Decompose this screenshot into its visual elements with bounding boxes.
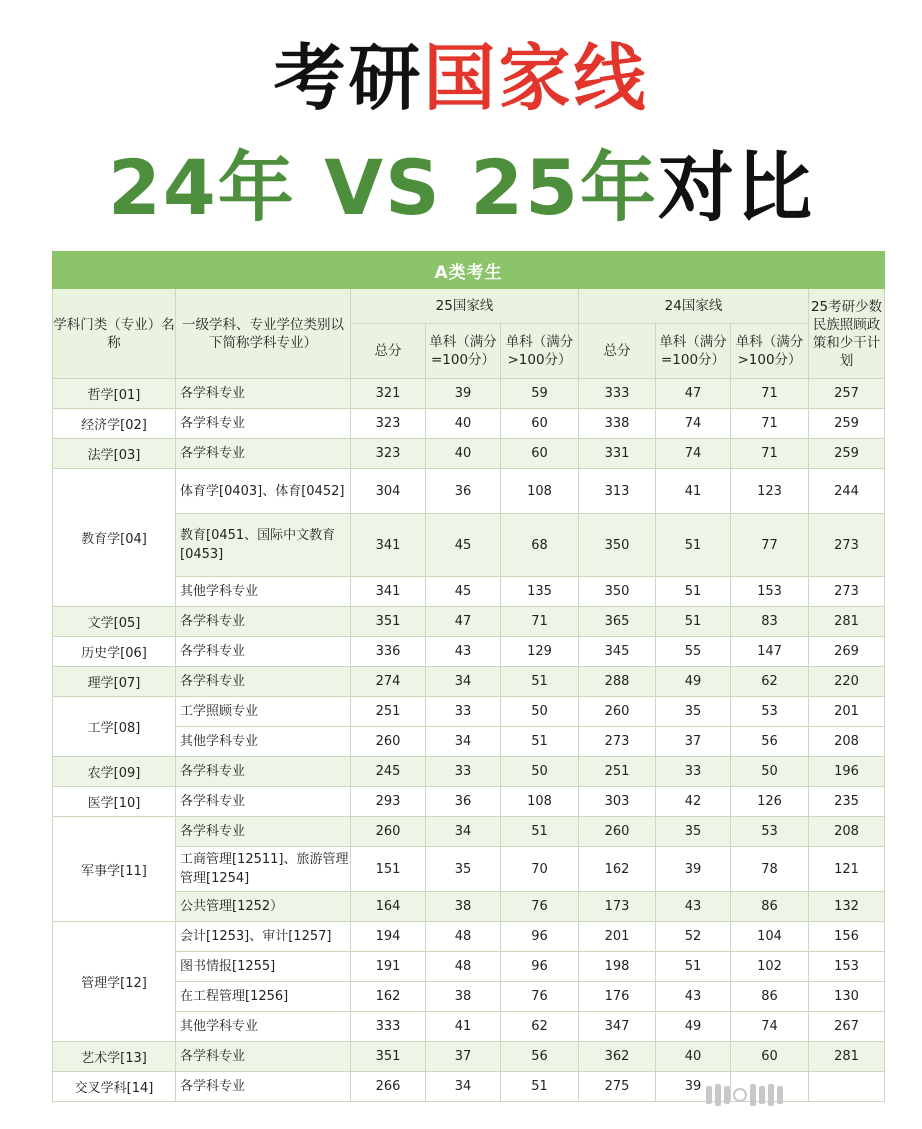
minority-plan-score-cell: 267: [809, 1012, 885, 1042]
score-24-single100-cell: 43: [656, 982, 731, 1012]
table-row: [53, 1012, 885, 1042]
subject-cell: 工学照顾专业: [176, 697, 351, 727]
score-24-single100-cell: 40: [656, 1042, 731, 1072]
score-24-single-gt100-cell: 60: [731, 1042, 809, 1072]
page-title-line1: [0, 28, 922, 128]
score-24-single100-cell: 33: [656, 757, 731, 787]
score-25-total-cell: 323: [351, 439, 426, 469]
watermark-bar-icon: [768, 1084, 774, 1106]
minority-plan-score-cell: 281: [809, 607, 885, 637]
category-cell: 教育学[04]: [53, 469, 176, 607]
subject-cell: 各学科专业: [176, 607, 351, 637]
score-25-single-gt100-cell: 51: [501, 1072, 579, 1102]
subject-cell: 会计[1253]、审计[1257]: [176, 922, 351, 952]
score-24-single100-cell: 55: [656, 637, 731, 667]
score-24-total-cell: 260: [579, 817, 656, 847]
minority-plan-score-cell: 281: [809, 1042, 885, 1072]
subject-cell: 其他学科专业: [176, 727, 351, 757]
score-25-total-cell: 274: [351, 667, 426, 697]
score-24-total-cell: 273: [579, 727, 656, 757]
category-cell: 理学[07]: [53, 667, 176, 697]
minority-plan-score-cell: 273: [809, 577, 885, 607]
watermark-logo: [706, 1082, 902, 1108]
score-24-total-cell: 303: [579, 787, 656, 817]
table-row: [53, 757, 885, 787]
score-24-single100-cell: 35: [656, 817, 731, 847]
score-24-single-gt100-cell: 71: [731, 409, 809, 439]
score-25-single100-cell: 34: [426, 1072, 501, 1102]
subject-cell: 其他学科专业: [176, 1012, 351, 1042]
score-25-single100-cell: 43: [426, 637, 501, 667]
watermark-bar-icon: [777, 1086, 783, 1104]
category-cell: 历史学[06]: [53, 637, 176, 667]
score-24-single100-cell: 39: [656, 1072, 731, 1102]
subject-cell: 各学科专业: [176, 637, 351, 667]
score-24-single100-cell: 51: [656, 514, 731, 577]
score-25-total-cell: 293: [351, 787, 426, 817]
score-24-single100-cell: 49: [656, 667, 731, 697]
table-row: [53, 667, 885, 697]
score-25-single100-cell: 45: [426, 577, 501, 607]
score-24-single-gt100-cell: 83: [731, 607, 809, 637]
score-25-total-cell: 351: [351, 607, 426, 637]
score-25-single100-cell: 34: [426, 667, 501, 697]
minority-plan-score-cell: 201: [809, 697, 885, 727]
score-24-single-gt100-cell: 71: [731, 439, 809, 469]
score-25-single-gt100-cell: 76: [501, 982, 579, 1012]
score-25-single100-cell: 36: [426, 469, 501, 514]
score-24-single100-cell: 41: [656, 469, 731, 514]
minority-plan-score-cell: 269: [809, 637, 885, 667]
score-24-total-cell: 333: [579, 379, 656, 409]
score-24-single100-cell: 52: [656, 922, 731, 952]
table-row: [53, 982, 885, 1012]
score-25-single100-cell: 48: [426, 922, 501, 952]
score-25-total-cell: 191: [351, 952, 426, 982]
subject-cell: 各学科专业: [176, 439, 351, 469]
score-24-single100-cell: 43: [656, 892, 731, 922]
table-row: [53, 1042, 885, 1072]
watermark-bar-icon: [750, 1084, 756, 1106]
subject-cell: 工商管理[12511]、旅游管理管理[1254]: [176, 847, 351, 892]
score-25-single-gt100-cell: 59: [501, 379, 579, 409]
minority-plan-score-cell: 273: [809, 514, 885, 577]
category-cell: 管理学[12]: [53, 922, 176, 1042]
score-25-single100-cell: 41: [426, 1012, 501, 1042]
score-24-single100-cell: 51: [656, 952, 731, 982]
score-24-single-gt100-cell: 50: [731, 757, 809, 787]
score-24-total-cell: 198: [579, 952, 656, 982]
watermark-bar-icon: [706, 1086, 712, 1104]
score-25-single100-cell: 40: [426, 439, 501, 469]
header-minority-plan: 25考研少数民族照顾政策和少干计划: [809, 289, 885, 379]
score-25-total-cell: 266: [351, 1072, 426, 1102]
minority-plan-score-cell: 244: [809, 469, 885, 514]
category-cell: 工学[08]: [53, 697, 176, 757]
score-25-single100-cell: 40: [426, 409, 501, 439]
score-25-total-cell: 194: [351, 922, 426, 952]
score-25-total-cell: 251: [351, 697, 426, 727]
score-24-single-gt100-cell: 71: [731, 379, 809, 409]
subject-cell: 公共管理[1252）: [176, 892, 351, 922]
score-24-total-cell: 362: [579, 1042, 656, 1072]
score-25-total-cell: 341: [351, 577, 426, 607]
score-24-total-cell: 176: [579, 982, 656, 1012]
header-24-single-gt100: 单科（满分>100分）: [731, 324, 809, 379]
subject-cell: 各学科专业: [176, 787, 351, 817]
score-25-total-cell: 164: [351, 892, 426, 922]
minority-plan-score-cell: 259: [809, 409, 885, 439]
score-24-single-gt100-cell: 56: [731, 727, 809, 757]
watermark-dot-icon: [733, 1088, 747, 1102]
score-25-single-gt100-cell: 70: [501, 847, 579, 892]
score-24-single-gt100-cell: 74: [731, 1012, 809, 1042]
category-cell: 交叉学科[14]: [53, 1072, 176, 1102]
minority-plan-score-cell: 259: [809, 439, 885, 469]
table-row: [53, 892, 885, 922]
score-24-total-cell: 275: [579, 1072, 656, 1102]
score-25-single-gt100-cell: 60: [501, 439, 579, 469]
score-24-single100-cell: 49: [656, 1012, 731, 1042]
score-24-single100-cell: 35: [656, 697, 731, 727]
score-25-single-gt100-cell: 60: [501, 409, 579, 439]
page-title-line2: [0, 138, 922, 238]
score-24-total-cell: 350: [579, 577, 656, 607]
score-25-single100-cell: 38: [426, 982, 501, 1012]
score-24-single100-cell: 74: [656, 439, 731, 469]
watermark-bar-icon: [759, 1086, 765, 1104]
header-category: 学科门类（专业）名称: [53, 289, 176, 379]
subject-cell: 各学科专业: [176, 379, 351, 409]
score-25-single100-cell: 37: [426, 1042, 501, 1072]
category-cell: 医学[10]: [53, 787, 176, 817]
minority-plan-score-cell: 132: [809, 892, 885, 922]
minority-plan-score-cell: 235: [809, 787, 885, 817]
subject-cell: 在工程管理[1256]: [176, 982, 351, 1012]
score-24-single100-cell: 39: [656, 847, 731, 892]
score-25-single100-cell: 34: [426, 727, 501, 757]
score-24-single-gt100-cell: 53: [731, 697, 809, 727]
score-25-single-gt100-cell: 108: [501, 469, 579, 514]
score-24-single-gt100-cell: 102: [731, 952, 809, 982]
subject-cell: 各学科专业: [176, 1072, 351, 1102]
table-body: [53, 379, 885, 1102]
table-row: [53, 439, 885, 469]
score-25-total-cell: 323: [351, 409, 426, 439]
minority-plan-score-cell: 220: [809, 667, 885, 697]
score-25-total-cell: 304: [351, 469, 426, 514]
score-25-total-cell: 321: [351, 379, 426, 409]
category-cell: 文学[05]: [53, 607, 176, 637]
category-cell: 法学[03]: [53, 439, 176, 469]
score-24-single100-cell: 51: [656, 607, 731, 637]
table-row: [53, 727, 885, 757]
subject-cell: 各学科专业: [176, 757, 351, 787]
score-25-single-gt100-cell: 76: [501, 892, 579, 922]
subject-cell: 体育学[0403]、体育[0452]: [176, 469, 351, 514]
score-24-total-cell: 260: [579, 697, 656, 727]
header-subject: 一级学科、专业学位类别以下简称学科专业）: [176, 289, 351, 379]
subject-cell: 各学科专业: [176, 1042, 351, 1072]
score-24-single-gt100-cell: 78: [731, 847, 809, 892]
watermark-bar-icon: [724, 1086, 730, 1104]
score-24-single-gt100-cell: 153: [731, 577, 809, 607]
score-25-single100-cell: 33: [426, 697, 501, 727]
score-table: [52, 251, 885, 1102]
score-24-single-gt100-cell: 86: [731, 982, 809, 1012]
minority-plan-score-cell: 153: [809, 952, 885, 982]
score-25-single-gt100-cell: 50: [501, 757, 579, 787]
header-24-total: 总分: [579, 324, 656, 379]
score-25-single100-cell: 45: [426, 514, 501, 577]
score-24-single100-cell: 37: [656, 727, 731, 757]
table-row: [53, 607, 885, 637]
table-row: [53, 697, 885, 727]
score-25-total-cell: 333: [351, 1012, 426, 1042]
table-row: [53, 922, 885, 952]
header-24-single100: 单科（满分=100分）: [656, 324, 731, 379]
subject-cell: 图书情报[1255]: [176, 952, 351, 982]
minority-plan-score-cell: 208: [809, 727, 885, 757]
score-24-single100-cell: 51: [656, 577, 731, 607]
score-25-single-gt100-cell: 135: [501, 577, 579, 607]
score-25-single-gt100-cell: 51: [501, 667, 579, 697]
score-25-single-gt100-cell: 108: [501, 787, 579, 817]
score-24-total-cell: 313: [579, 469, 656, 514]
score-25-single-gt100-cell: 50: [501, 697, 579, 727]
table-row: [53, 637, 885, 667]
score-25-total-cell: 151: [351, 847, 426, 892]
score-25-single-gt100-cell: 96: [501, 952, 579, 982]
table-row: [53, 952, 885, 982]
header-25-total: 总分: [351, 324, 426, 379]
score-25-single100-cell: 33: [426, 757, 501, 787]
title-black-part2: 对比: [658, 143, 814, 232]
subject-cell: 教育[0451、国际中文教育[0453]: [176, 514, 351, 577]
subject-cell: 各学科专业: [176, 667, 351, 697]
score-25-single-gt100-cell: 62: [501, 1012, 579, 1042]
score-24-total-cell: 338: [579, 409, 656, 439]
title-black-part: 考研: [273, 36, 424, 120]
score-24-single-gt100-cell: 123: [731, 469, 809, 514]
score-25-single100-cell: 34: [426, 817, 501, 847]
score-24-single-gt100-cell: 147: [731, 637, 809, 667]
score-25-single100-cell: 38: [426, 892, 501, 922]
minority-plan-score-cell: 130: [809, 982, 885, 1012]
score-25-single-gt100-cell: 56: [501, 1042, 579, 1072]
score-24-total-cell: 345: [579, 637, 656, 667]
score-25-total-cell: 260: [351, 817, 426, 847]
score-25-single-gt100-cell: 51: [501, 817, 579, 847]
table-row: [53, 577, 885, 607]
score-25-single100-cell: 36: [426, 787, 501, 817]
score-24-total-cell: 350: [579, 514, 656, 577]
score-25-single100-cell: 47: [426, 607, 501, 637]
score-24-total-cell: 331: [579, 439, 656, 469]
table-row: [53, 409, 885, 439]
table-row: [53, 514, 885, 577]
category-cell: 艺术学[13]: [53, 1042, 176, 1072]
score-25-total-cell: 336: [351, 637, 426, 667]
header-group-24: 24国家线: [579, 289, 809, 324]
score-25-total-cell: 162: [351, 982, 426, 1012]
category-cell: 军事学[11]: [53, 817, 176, 922]
subject-cell: 各学科专业: [176, 409, 351, 439]
minority-plan-score-cell: 121: [809, 847, 885, 892]
table-band-title: A类考生: [53, 252, 885, 289]
watermark-bar-icon: [715, 1084, 721, 1106]
minority-plan-score-cell: 257: [809, 379, 885, 409]
score-24-single-gt100-cell: 86: [731, 892, 809, 922]
score-25-single-gt100-cell: 51: [501, 727, 579, 757]
score-24-total-cell: 162: [579, 847, 656, 892]
header-25-single100: 单科（满分=100分）: [426, 324, 501, 379]
table-row: [53, 469, 885, 514]
score-24-total-cell: 251: [579, 757, 656, 787]
title-red-part: 国家线: [423, 36, 649, 120]
score-25-total-cell: 260: [351, 727, 426, 757]
score-24-single100-cell: 47: [656, 379, 731, 409]
table-row: [53, 817, 885, 847]
score-25-single-gt100-cell: 129: [501, 637, 579, 667]
score-24-total-cell: 347: [579, 1012, 656, 1042]
score-24-total-cell: 365: [579, 607, 656, 637]
score-24-total-cell: 288: [579, 667, 656, 697]
score-25-total-cell: 351: [351, 1042, 426, 1072]
score-24-total-cell: 173: [579, 892, 656, 922]
score-24-single100-cell: 74: [656, 409, 731, 439]
score-25-single100-cell: 48: [426, 952, 501, 982]
title-green-part: 24年 VS 25年: [108, 143, 658, 232]
score-24-single100-cell: 42: [656, 787, 731, 817]
score-25-single-gt100-cell: 96: [501, 922, 579, 952]
subject-cell: 各学科专业: [176, 817, 351, 847]
header-group-25: 25国家线: [351, 289, 579, 324]
score-24-single-gt100-cell: 77: [731, 514, 809, 577]
minority-plan-score-cell: 208: [809, 817, 885, 847]
score-25-single-gt100-cell: 68: [501, 514, 579, 577]
score-24-single-gt100-cell: 126: [731, 787, 809, 817]
score-25-single-gt100-cell: 71: [501, 607, 579, 637]
category-cell: 哲学[01]: [53, 379, 176, 409]
score-25-single100-cell: 39: [426, 379, 501, 409]
score-25-total-cell: 341: [351, 514, 426, 577]
minority-plan-score-cell: 196: [809, 757, 885, 787]
score-table-container: [52, 251, 884, 1102]
category-cell: 农学[09]: [53, 757, 176, 787]
score-25-single100-cell: 35: [426, 847, 501, 892]
score-25-total-cell: 245: [351, 757, 426, 787]
category-cell: 经济学[02]: [53, 409, 176, 439]
header-25-single-gt100: 单科（满分>100分）: [501, 324, 579, 379]
table-row: [53, 847, 885, 892]
score-24-single-gt100-cell: 53: [731, 817, 809, 847]
score-24-total-cell: 201: [579, 922, 656, 952]
minority-plan-score-cell: 156: [809, 922, 885, 952]
score-24-single-gt100-cell: 62: [731, 667, 809, 697]
score-24-single-gt100-cell: 104: [731, 922, 809, 952]
table-row: [53, 787, 885, 817]
table-row: [53, 379, 885, 409]
subject-cell: 其他学科专业: [176, 577, 351, 607]
